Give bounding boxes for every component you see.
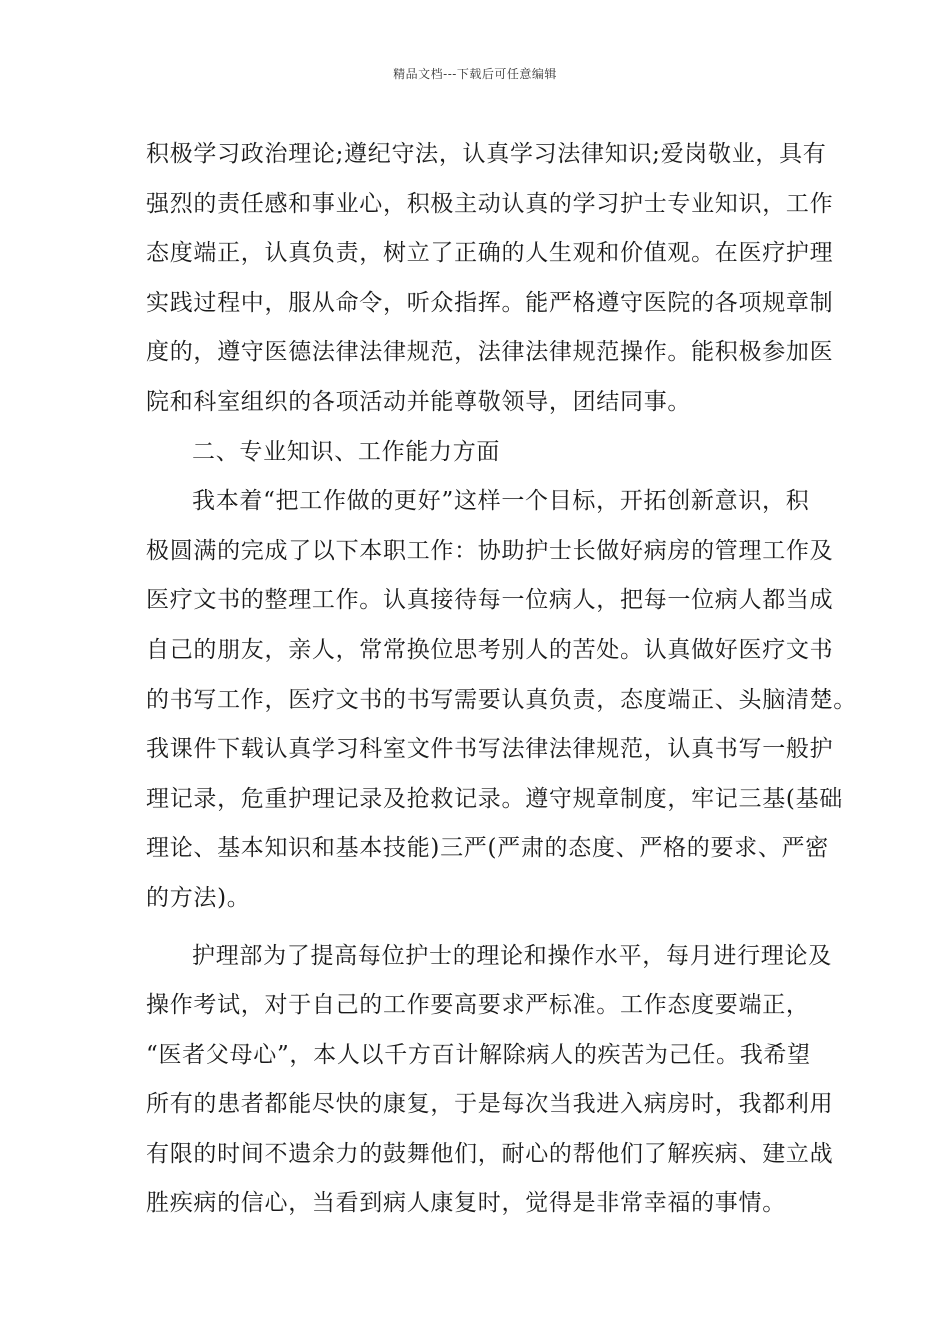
text-line: 积极学习政治理论;遵纪守法，认真学习法律知识;爱岗敬业，具有	[146, 141, 827, 167]
section-heading	[146, 428, 820, 478]
paragraph-nursing	[146, 932, 834, 1230]
section-heading-text: 二、专业知识、工作能力方面	[192, 438, 501, 465]
text-line: 所有的患者都能尽快的康复，于是每次当我进入病房时，我都利用	[146, 1091, 834, 1118]
text-line: 护理部为了提高每位护士的理论和操作水平，每月进行理论及	[192, 942, 832, 969]
text-line: 胜疾病的信心，当看到病人康复时，觉得是非常幸福的事情。	[146, 1190, 786, 1217]
text-line: 实践过程中，服从命令，听众指挥。能严格遵守医院的各项规章制	[146, 289, 834, 316]
paragraph-gap	[146, 924, 820, 932]
text-line: 的方法)。	[146, 884, 251, 911]
text-line: 自己的朋友，亲人，常常换位思考别人的苦处。认真做好医疗文书	[146, 636, 834, 663]
text-line: 我本着“把工作做的更好”这样一个目标，开拓创新意识，积	[192, 488, 810, 515]
paragraph-work	[146, 477, 857, 923]
page-header: 精品文档---下载后可任意编辑	[393, 67, 557, 81]
text-line: 的书写工作，医疗文书的书写需要认真负责，态度端正、头脑清楚。	[146, 686, 857, 713]
text-line: 操作考试，对于自己的工作要高要求严标准。工作态度要端正，	[146, 992, 810, 1019]
text-line: 有限的时间不遗余力的鼓舞他们，耐心的帮他们了解疾病、建立战	[146, 1140, 834, 1167]
paragraph-conduct	[146, 130, 834, 428]
text-line: 理论、基本知识和基本技能)三严(严肃的态度、严格的要求、严密	[146, 835, 829, 862]
text-line: 理记录，危重护理记录及抢救记录。遵守规章制度，牢记三基(基础	[146, 785, 843, 812]
text-line: 度的，遵守医德法律法律规范，法律法律规范操作。能积极参加医	[146, 339, 834, 366]
text-line: 医疗文书的整理工作。认真接待每一位病人，把每一位病人都当成	[146, 587, 834, 614]
text-line: 强烈的责任感和事业心，积极主动认真的学习护士专业知识，工作	[146, 190, 834, 217]
text-line: 态度端正，认真负责，树立了正确的人生观和价值观。在医疗护理	[146, 240, 834, 267]
text-line: “医者父母心”，本人以千方百计解除病人的疾苦为己任。我希望	[146, 1041, 811, 1068]
document-body	[146, 130, 857, 1229]
text-line: 院和科室组织的各项活动并能尊敬领导，团结同事。	[146, 388, 692, 415]
text-line: 极圆满的完成了以下本职工作：协助护士长做好病房的管理工作及	[146, 537, 834, 564]
text-line: 我课件下载认真学习科室文件书写法律法律规范，认真书写一般护	[146, 736, 834, 763]
